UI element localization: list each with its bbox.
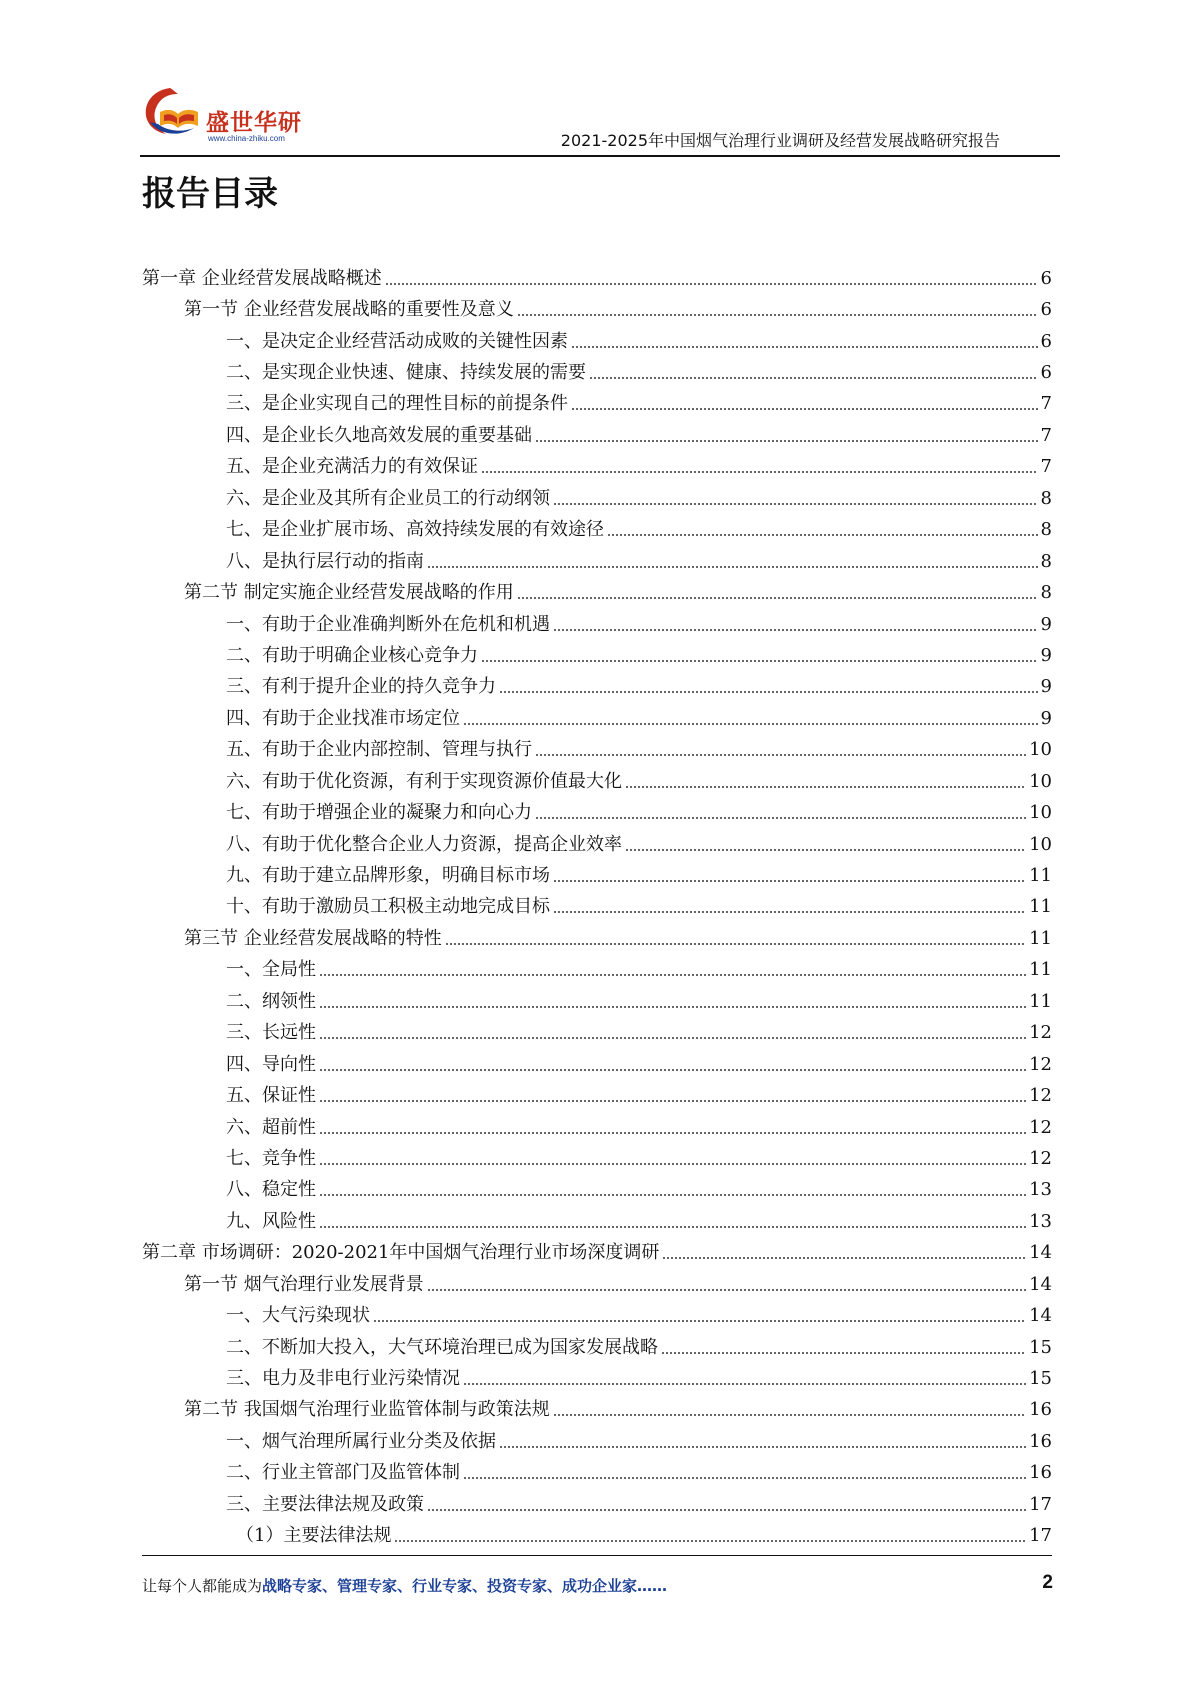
toc-entry[interactable] xyxy=(142,483,1052,514)
toc-entry[interactable] xyxy=(142,263,1052,294)
toc-entry[interactable] xyxy=(142,326,1052,357)
toc-entry[interactable] xyxy=(142,1080,1052,1111)
toc-entry-label: 三、是企业实现自己的理性目标的前提条件 xyxy=(226,393,568,415)
toc-entry[interactable] xyxy=(142,1521,1052,1552)
toc-entry-label: 八、是执行层行动的指南 xyxy=(226,550,424,572)
toc-entry-label: 一、是决定企业经营活动成败的关键性因素 xyxy=(226,330,568,352)
toc-entry-page: 10 xyxy=(1029,802,1052,824)
toc-entry-label: 九、风险性 xyxy=(226,1210,316,1232)
toc-entry-page: 11 xyxy=(1029,990,1052,1012)
toc-leader-dots xyxy=(445,943,1026,945)
toc-entry[interactable] xyxy=(142,420,1052,451)
toc-entry-label: 八、稳定性 xyxy=(226,1179,316,1201)
footer-slogan xyxy=(142,1575,667,1596)
page-number: 2 xyxy=(1042,1572,1053,1593)
toc-leader-dots xyxy=(553,911,1026,913)
toc-leader-dots xyxy=(319,1226,1026,1228)
toc-entry[interactable] xyxy=(142,955,1052,986)
toc-entry-page: 12 xyxy=(1029,1147,1052,1169)
toc-entry[interactable] xyxy=(142,357,1052,388)
toc-entry-page: 13 xyxy=(1029,1179,1052,1201)
toc-leader-dots xyxy=(481,471,1038,473)
toc-leader-dots xyxy=(625,849,1026,851)
toc-leader-dots xyxy=(394,1540,1026,1542)
toc-entry-page: 16 xyxy=(1029,1399,1052,1421)
toc-entry-page: 9 xyxy=(1040,707,1052,729)
toc-leader-dots xyxy=(319,974,1026,976)
toc-entry-page: 13 xyxy=(1029,1210,1052,1232)
toc-entry[interactable] xyxy=(142,452,1052,483)
toc-leader-dots xyxy=(319,1006,1026,1008)
toc-entry-label: 三、电力及非电行业污染情况 xyxy=(226,1368,460,1390)
toc-leader-dots xyxy=(571,346,1038,348)
toc-entry[interactable] xyxy=(142,389,1052,420)
toc-leader-dots xyxy=(517,314,1038,316)
toc-leader-dots xyxy=(625,786,1026,788)
toc-entry-page: 9 xyxy=(1040,644,1052,666)
toc-entry-page: 10 xyxy=(1029,739,1052,761)
toc-entry[interactable] xyxy=(142,892,1052,923)
toc-leader-dots xyxy=(481,660,1038,662)
toc-leader-dots xyxy=(427,566,1038,568)
toc-leader-dots xyxy=(319,1194,1026,1196)
toc-leader-dots xyxy=(553,503,1038,505)
toc-entry-label: 二、行业主管部门及监管体制 xyxy=(226,1462,460,1484)
toc-entry-label: 二、不断加大投入，大气环境治理已成为国家发展战略 xyxy=(226,1336,658,1358)
toc-entry-label: 四、导向性 xyxy=(226,1053,316,1075)
footer-slogan-highlight: 战略专家、管理专家、行业专家、投资专家、成功企业家…… xyxy=(262,1577,668,1595)
toc-leader-dots xyxy=(571,408,1038,410)
toc-entry-label: 四、是企业长久地高效发展的重要基础 xyxy=(226,424,532,446)
toc-entry[interactable] xyxy=(142,609,1052,640)
toc-entry-page: 8 xyxy=(1040,519,1052,541)
toc-entry-label: 第一节 企业经营发展战略的重要性及意义 xyxy=(184,299,514,321)
logo-name: 盛世华研 xyxy=(206,110,302,136)
toc-entry[interactable] xyxy=(142,1458,1052,1489)
toc-entry-page: 9 xyxy=(1040,676,1052,698)
toc-leader-dots xyxy=(607,534,1038,536)
toc-leader-dots xyxy=(535,440,1038,442)
toc-leader-dots xyxy=(319,1037,1026,1039)
toc-entry-label: 六、是企业及其所有企业员工的行动纲领 xyxy=(226,487,550,509)
toc-entry-label: （1）主要法律法规 xyxy=(236,1525,392,1547)
toc-entry-label: 第二节 我国烟气治理行业监管体制与政策法规 xyxy=(184,1399,550,1421)
report-title: 2021-2025年中国烟气治理行业调研及经营发展战略研究报告 xyxy=(560,131,1000,150)
toc-entry-label: 一、大气污染现状 xyxy=(226,1305,370,1327)
toc-leader-dots xyxy=(535,754,1026,756)
toc-entry-page: 8 xyxy=(1040,550,1052,572)
toc-entry-page: 6 xyxy=(1040,267,1052,289)
toc-leader-dots xyxy=(319,1163,1026,1165)
toc-entry[interactable] xyxy=(142,1206,1052,1237)
toc-leader-dots xyxy=(463,1383,1026,1385)
toc-entry[interactable] xyxy=(142,1238,1052,1269)
toc-entry[interactable] xyxy=(142,546,1052,577)
toc-entry-label: 五、是企业充满活力的有效保证 xyxy=(226,456,478,478)
toc-leader-dots xyxy=(553,880,1026,882)
toc-leader-dots xyxy=(427,1509,1026,1511)
toc-entry-page: 12 xyxy=(1029,1053,1052,1075)
toc-entry[interactable] xyxy=(142,1332,1052,1363)
toc-entry[interactable] xyxy=(142,1363,1052,1394)
toc-entry[interactable] xyxy=(142,1395,1052,1426)
toc-leader-dots xyxy=(463,1477,1026,1479)
toc-entry-label: 二、是实现企业快速、健康、持续发展的需要 xyxy=(226,362,586,384)
toc-entry-page: 11 xyxy=(1029,865,1052,887)
toc-entry-label: 七、有助于增强企业的凝聚力和向心力 xyxy=(226,802,532,824)
header-divider xyxy=(140,155,1060,157)
toc-leader-dots xyxy=(427,1289,1026,1291)
toc-leader-dots xyxy=(499,1446,1026,1448)
logo-url: www.china-zhiku.com xyxy=(208,134,285,143)
toc-entry-page: 17 xyxy=(1029,1525,1052,1547)
toc-leader-dots xyxy=(535,817,1026,819)
toc-entry-label: 第二节 制定实施企业经营发展战略的作用 xyxy=(184,582,514,604)
toc-entry[interactable] xyxy=(142,1049,1052,1080)
toc-entry-label: 第一节 烟气治理行业发展背景 xyxy=(184,1273,424,1295)
toc-leader-dots xyxy=(517,597,1038,599)
toc-entry-page: 14 xyxy=(1029,1305,1052,1327)
toc-leader-dots xyxy=(662,1257,1026,1259)
toc-entry-page: 9 xyxy=(1040,613,1052,635)
toc-entry[interactable] xyxy=(142,735,1052,766)
toc-entry[interactable] xyxy=(142,766,1052,797)
toc-entry-label: 三、长远性 xyxy=(226,1022,316,1044)
toc-entry-page: 8 xyxy=(1040,487,1052,509)
toc-leader-dots xyxy=(463,723,1038,725)
toc-leader-dots xyxy=(373,1320,1026,1322)
toc-leader-dots xyxy=(553,1414,1026,1416)
footer-slogan-prefix: 让每个人都能成为 xyxy=(142,1577,263,1595)
toc-leader-dots xyxy=(553,629,1038,631)
toc-entry-page: 11 xyxy=(1029,959,1052,981)
toc-entry-label: 四、有助于企业找准市场定位 xyxy=(226,707,460,729)
toc-entry-label: 三、主要法律法规及政策 xyxy=(226,1493,424,1515)
toc-entry-label: 六、超前性 xyxy=(226,1116,316,1138)
toc-entry[interactable] xyxy=(142,986,1052,1017)
toc-entry-label: 二、纲领性 xyxy=(226,990,316,1012)
toc-entry[interactable] xyxy=(142,1143,1052,1174)
toc-entry-page: 7 xyxy=(1040,424,1052,446)
toc-entry-label: 七、竞争性 xyxy=(226,1147,316,1169)
toc-entry-page: 17 xyxy=(1029,1493,1052,1515)
company-logo xyxy=(140,82,330,146)
toc-entry-page: 7 xyxy=(1040,456,1052,478)
toc-entry-page: 7 xyxy=(1040,393,1052,415)
toc-entry-page: 10 xyxy=(1029,833,1052,855)
toc-leader-dots xyxy=(385,283,1038,285)
toc-entry[interactable] xyxy=(142,1300,1052,1331)
toc-leader-dots xyxy=(319,1132,1026,1134)
toc-entry-page: 11 xyxy=(1029,896,1052,918)
toc-leader-dots xyxy=(319,1100,1026,1102)
toc-entry[interactable] xyxy=(142,703,1052,734)
toc-entry-label: 七、是企业扩展市场、高效持续发展的有效途径 xyxy=(226,519,604,541)
footer-divider xyxy=(142,1555,1052,1556)
toc-entry[interactable] xyxy=(142,1112,1052,1143)
toc-entry[interactable] xyxy=(142,860,1052,891)
toc-entry-page: 14 xyxy=(1029,1242,1052,1264)
toc-entry-label: 十、有助于激励员工积极主动地完成目标 xyxy=(226,896,550,918)
toc-entry-page: 16 xyxy=(1029,1430,1052,1452)
toc-entry-page: 6 xyxy=(1040,299,1052,321)
page-title: 报告目录 xyxy=(142,174,278,214)
toc-entry-page: 12 xyxy=(1029,1022,1052,1044)
toc-entry-label: 五、有助于企业内部控制、管理与执行 xyxy=(226,739,532,761)
toc-entry-page: 15 xyxy=(1029,1336,1052,1358)
toc-entry-page: 6 xyxy=(1040,362,1052,384)
toc-entry-page: 12 xyxy=(1029,1116,1052,1138)
toc-entry[interactable] xyxy=(142,294,1052,325)
toc-entry-label: 八、有助于优化整合企业人力资源，提高企业效率 xyxy=(226,833,622,855)
toc-entry-label: 一、烟气治理所属行业分类及依据 xyxy=(226,1430,496,1452)
page-header xyxy=(140,82,1060,160)
toc-leader-dots xyxy=(661,1352,1026,1354)
table-of-contents xyxy=(142,263,1052,1552)
toc-entry-page: 11 xyxy=(1029,927,1052,949)
toc-entry-label: 第二章 市场调研：2020-2021年中国烟气治理行业市场深度调研 xyxy=(142,1242,660,1264)
toc-entry-page: 6 xyxy=(1040,330,1052,352)
toc-entry-label: 二、有助于明确企业核心竞争力 xyxy=(226,644,478,666)
toc-entry-label: 一、有助于企业准确判断外在危机和机遇 xyxy=(226,613,550,635)
toc-entry[interactable] xyxy=(142,1175,1052,1206)
toc-entry-page: 15 xyxy=(1029,1368,1052,1390)
toc-entry[interactable] xyxy=(142,1489,1052,1520)
toc-leader-dots xyxy=(319,1069,1026,1071)
toc-entry[interactable] xyxy=(142,923,1052,954)
toc-entry-label: 五、保证性 xyxy=(226,1085,316,1107)
toc-entry[interactable] xyxy=(142,829,1052,860)
toc-entry-label: 三、有利于提升企业的持久竞争力 xyxy=(226,676,496,698)
toc-entry-label: 第一章 企业经营发展战略概述 xyxy=(142,267,382,289)
toc-entry-label: 九、有助于建立品牌形象，明确目标市场 xyxy=(226,865,550,887)
toc-entry-label: 一、全局性 xyxy=(226,959,316,981)
toc-entry[interactable] xyxy=(142,640,1052,671)
toc-entry[interactable] xyxy=(142,1426,1052,1457)
toc-leader-dots xyxy=(499,691,1038,693)
toc-entry[interactable] xyxy=(142,1018,1052,1049)
toc-entry-page: 8 xyxy=(1040,582,1052,604)
toc-entry-page: 10 xyxy=(1029,770,1052,792)
toc-entry-label: 第三节 企业经营发展战略的特性 xyxy=(184,927,442,949)
toc-entry[interactable] xyxy=(142,797,1052,828)
toc-entry[interactable] xyxy=(142,577,1052,608)
toc-leader-dots xyxy=(589,377,1038,379)
toc-entry-page: 12 xyxy=(1029,1085,1052,1107)
toc-entry[interactable] xyxy=(142,1269,1052,1300)
toc-entry-label: 六、有助于优化资源，有利于实现资源价值最大化 xyxy=(226,770,622,792)
logo-emblem-icon xyxy=(140,82,206,142)
toc-entry-page: 14 xyxy=(1029,1273,1052,1295)
toc-entry[interactable] xyxy=(142,672,1052,703)
toc-entry-page: 16 xyxy=(1029,1462,1052,1484)
toc-entry[interactable] xyxy=(142,515,1052,546)
